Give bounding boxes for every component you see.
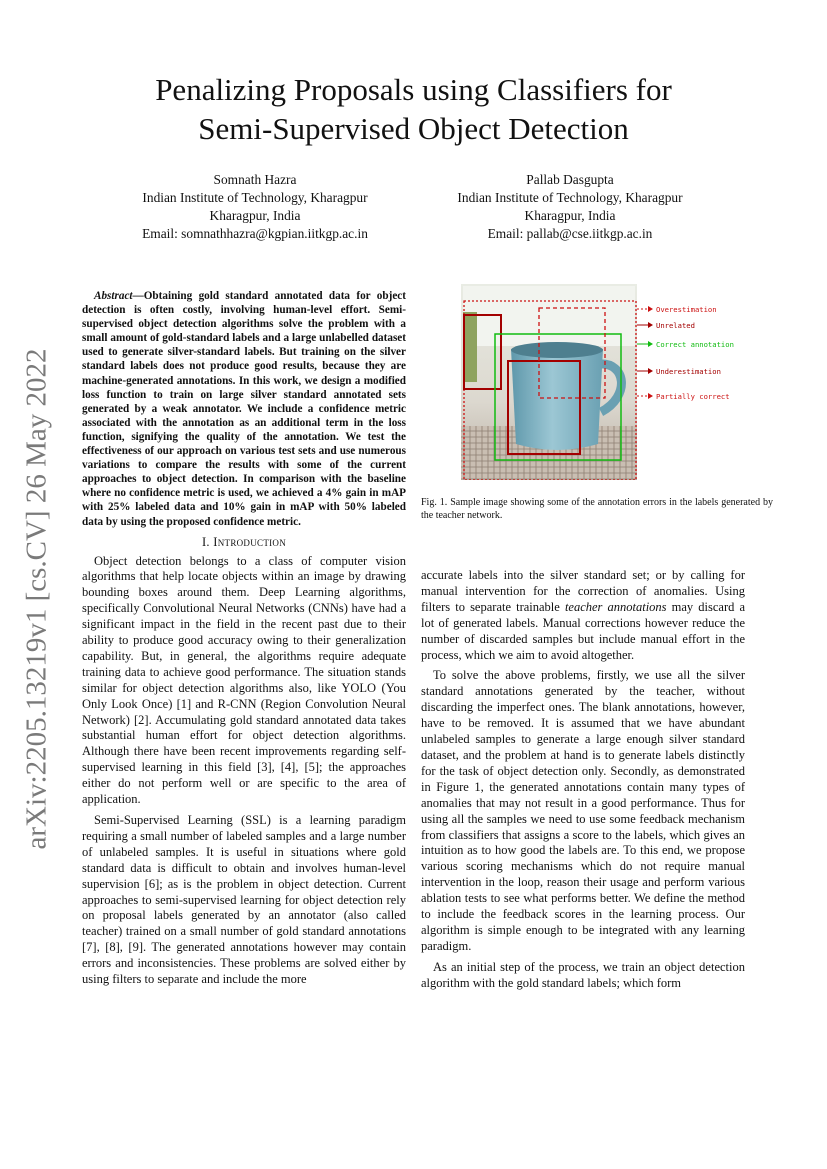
figure-annotation-arrows bbox=[637, 284, 773, 484]
arrowhead-icon bbox=[648, 306, 653, 312]
mug-icon bbox=[511, 349, 603, 450]
arrowhead-icon bbox=[648, 322, 653, 328]
author-location: Kharagpur, India bbox=[209, 208, 301, 223]
abstract bbox=[82, 289, 406, 529]
body-paragraph: Semi-Supervised Learning (SSL) is a learning paradigm requiring a small number of labeled samples and a large number of unlabeled samples. It is useful in situations where gold standard data is difficult to obtain and involves human-level supervision [6]; as is the problem in object detection. Current approaches to semi-supervised learning for object detection rely on proposal labels generated by an annotator (also called teacher) trained on a small number of gold standard annotations [7], [8], [9]. The generated annotations however may contain errors and inconsistencies. These problems are solved either by using filters to separate and include the more bbox=[82, 813, 406, 987]
body-text: accurate labels into the silver standard set; or by calling for manual intervention for the correction of anomalies. Using filters to separate trainable bbox=[421, 568, 745, 614]
label-correct-annotation: Correct annotation bbox=[656, 340, 734, 349]
author-affiliation: Indian Institute of Technology, Kharagpur bbox=[142, 190, 368, 205]
body-text: may discard a lot of generated labels. Manual corrections however reduce the number of discarded samples but include manual effort in the process, which we aim to avoid altogether. bbox=[421, 599, 745, 662]
label-unrelated: Unrelated bbox=[656, 321, 695, 330]
arxiv-identifier bbox=[12, 348, 62, 850]
label-partially-correct: Partially correct bbox=[656, 392, 730, 401]
author-block-2 bbox=[430, 171, 710, 243]
author-location: Kharagpur, India bbox=[524, 208, 616, 223]
abstract-text: —Obtaining gold standard annotated data for object detection is often costly, involving human-level effort. Semi-supervised object detection algorithms solve the problem with a small amount of gold-standard labels and a large unlabelled dataset used to generate silver-standard labels. But training on the silver standard labels does not produce good results, because they are machine-generated annotations. In this work, we design a modified loss function to train on large silver standard annotated sets generated by a weak annotator. We include a confidence metric associated with the annotation as an additional term in the loss function, signifying the quality of the annotation. We test the effectiveness of our approach on various test sets and use numerous variations to compare the results with some of the current approaches to object detection. In comparison with the baseline where no confidence metric is used, we achieved a 4% gain in mAP with 25% labeled data and 10% gain in mAP with 50% labeled data by using the proposed confidence metric. bbox=[82, 290, 406, 528]
author-email: Email: pallab@cse.iitkgp.ac.in bbox=[487, 226, 653, 241]
plant-icon bbox=[463, 312, 477, 382]
emphasis-text: teacher annotations bbox=[564, 599, 667, 614]
mug-rim-icon bbox=[511, 342, 603, 358]
author-name: Pallab Dasgupta bbox=[526, 172, 614, 187]
title-line-1: Penalizing Proposals using Classifiers for bbox=[155, 72, 672, 107]
body-paragraph: Object detection belongs to a class of computer vision algorithms that help locate objects within an image by drawing bounding boxes around them. Deep Learning algorithms, specifically Convolutional Neural Networks (CNNs) have had a significant impact in the field in the recent past due to their ability to produce good accuracy owing to their generalization capability. But, in general, the algorithms require adequate training data to achieve good performance. The situation stands similar for object detection algorithms also, like YOLO (You Only Look Once) [1] and R-CNN (Region Convolution Neural Network) [2]. Accumulating gold standard annotated data takes substantial human effort for object detection algorithms. Although there have been recent improvements regarding self-supervised learning in this field [3], [4], [5]; the approaches either do not perform well or are specific to the area of application. bbox=[82, 553, 406, 807]
paper-title bbox=[60, 70, 767, 148]
title-line-2: Semi-Supervised Object Detection bbox=[198, 111, 629, 146]
arrowhead-icon bbox=[648, 393, 653, 399]
body-paragraph: To solve the above problems, firstly, we use all the silver standard annotations generated by the teacher, without discarding the imperfect ones. The blank annotations, however, have to be removed. It is assumed that we have abundant unlabeled samples to generate a large enough silver standard dataset, and the problem at hand is to generate labels distinctly for the task of object detection only. Secondly, as demonstrated in Figure 1, the generated annotations contain many types of anomalies that may not result in a good performance. Thus for using all the samples we need to use some feedback mechanism from classifiers that assigns a score to the labels, which gives an intuition as to how good the labels are. To this end, we propose various scoring mechanisms which do not require manual intervention in the loop, reason their usage and perform various ablation tests to see what performs better. We define the method to include the feedback scores in the learning process. Our algorithm is simple enough to be integrated with any learning paradigm. bbox=[421, 668, 745, 953]
body-paragraph bbox=[421, 568, 745, 663]
author-block-1 bbox=[120, 171, 390, 243]
figure-image bbox=[461, 284, 637, 480]
author-name: Somnath Hazra bbox=[213, 172, 297, 187]
figure-caption: Fig. 1. Sample image showing some of the annotation errors in the labels generated by the teacher network. bbox=[421, 497, 773, 521]
body-paragraph: As an initial step of the process, we train an object detection algorithm with the gold standard labels; which form bbox=[421, 959, 745, 990]
right-column bbox=[421, 568, 745, 997]
arrowhead-icon bbox=[648, 368, 653, 374]
section-heading-introduction: I. Introduction bbox=[201, 534, 287, 549]
arrowhead-icon bbox=[648, 341, 653, 347]
left-column bbox=[82, 289, 406, 993]
author-affiliation: Indian Institute of Technology, Kharagpur bbox=[457, 190, 683, 205]
label-overestimation: Overestimation bbox=[656, 305, 717, 314]
author-email: Email: somnathhazra@kgpian.iitkgp.ac.in bbox=[142, 226, 368, 241]
arxiv-identifier-text: arXiv:2205.13219v1 [cs.CV] 26 May 2022 bbox=[20, 348, 53, 850]
label-underestimation: Underestimation bbox=[656, 367, 721, 376]
abstract-label: Abstract bbox=[94, 290, 133, 302]
